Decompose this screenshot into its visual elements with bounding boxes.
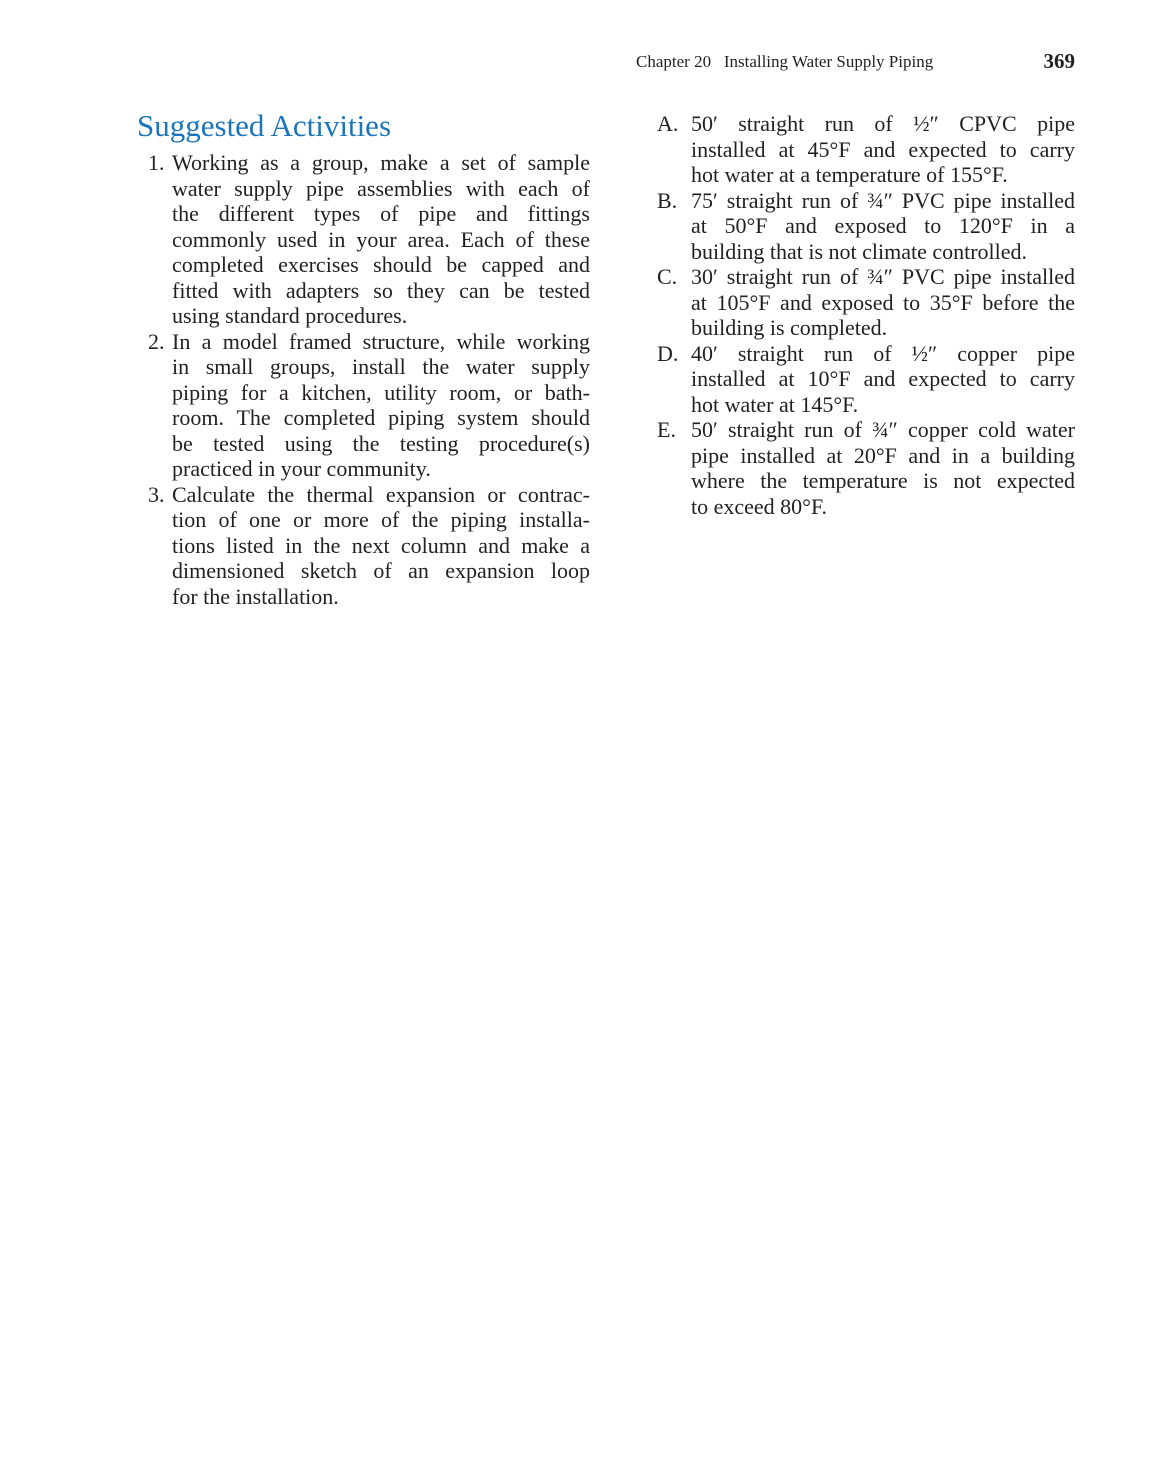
text-line: installed at 10°F and expected to carry (691, 366, 1075, 391)
installation-item (657, 417, 1075, 519)
text-line: water supply pipe assemblies with each of (172, 175, 590, 201)
list-marker: D. (657, 340, 679, 366)
list-item-text (691, 417, 1075, 519)
text-line: hot water at a temperature of 155°F. (691, 162, 1008, 187)
installation-item (657, 111, 1075, 188)
installation-item (657, 188, 1075, 265)
text-line: tion of one or more of the piping installa- (172, 507, 590, 532)
list-marker: E. (657, 417, 676, 442)
text-line: where the temperature is not expected (691, 468, 1075, 493)
text-line: room. The completed piping system should (172, 405, 590, 430)
text-line: to exceed 80°F. (691, 493, 827, 519)
text-line: for the installation. (172, 583, 339, 609)
text-line: pipe installed at 20°F and in a building (691, 442, 1075, 468)
text-line: 30′ straight run of ¾″ PVC pipe installed (691, 264, 1075, 289)
text-line: tions listed in the next column and make a (172, 532, 590, 558)
text-line: building that is not climate controlled. (691, 238, 1028, 264)
list-marker: 3. (148, 481, 165, 507)
list-item-text (172, 150, 590, 329)
list-item-text (691, 264, 1075, 341)
text-line: 50′ straight run of ¾″ copper cold water (691, 417, 1075, 442)
text-line: hot water at 145°F. (691, 391, 859, 417)
list-marker: 2. (148, 328, 165, 354)
installation-item (657, 341, 1075, 418)
text-line: installed at 45°F and expected to carry (691, 136, 1075, 162)
list-item-text (172, 482, 590, 610)
text-line: at 105°F and exposed to 35°F before the (691, 289, 1075, 315)
list-marker: B. (657, 187, 678, 213)
installations-list (657, 111, 1075, 519)
text-line: fitted with adapters so they can be tested (172, 277, 590, 303)
text-line: 75′ straight run of ¾″ PVC pipe installed (691, 187, 1075, 213)
running-head (636, 49, 1075, 73)
text-line: 50′ straight run of ½″ CPVC pipe (691, 111, 1075, 136)
text-line: in small groups, install the water supply (172, 354, 590, 379)
installation-item (657, 264, 1075, 341)
text-line: at 50°F and exposed to 120°F in a (691, 213, 1075, 238)
text-line: be tested using the testing procedure(s) (172, 430, 590, 456)
text-line: piping for a kitchen, utility room, or bath- (172, 379, 590, 405)
activities-list (148, 150, 590, 609)
text-line: using standard procedures. (172, 303, 408, 328)
text-line: In a model framed structure, while working (172, 328, 590, 354)
activity-item (148, 329, 590, 482)
text-line: practiced in your community. (172, 456, 431, 481)
text-line: 40′ straight run of ½″ copper pipe (691, 340, 1075, 366)
activity-item (148, 482, 590, 610)
text-line: building is completed. (691, 315, 888, 340)
text-line: Working as a group, make a set of sample (172, 150, 590, 175)
text-line: Calculate the thermal expansion or contrac- (172, 481, 590, 507)
list-item-text (691, 111, 1075, 188)
list-marker: A. (657, 111, 679, 136)
text-line: completed exercises should be capped and (172, 252, 590, 277)
list-marker: 1. (148, 150, 165, 175)
text-line: commonly used in your area. Each of these (172, 226, 590, 252)
list-marker: C. (657, 264, 678, 289)
list-item-text (691, 188, 1075, 265)
text-line: dimensioned sketch of an expansion loop (172, 558, 590, 583)
chapter-title: Chapter 20 Installing Water Supply Piping (636, 52, 934, 71)
activity-item (148, 150, 590, 329)
page-number: 369 (1043, 49, 1075, 73)
text-line: the different types of pipe and fittings (172, 201, 590, 226)
section-heading: Suggested Activities (137, 108, 392, 143)
list-item-text (691, 341, 1075, 418)
list-item-text (172, 329, 590, 482)
